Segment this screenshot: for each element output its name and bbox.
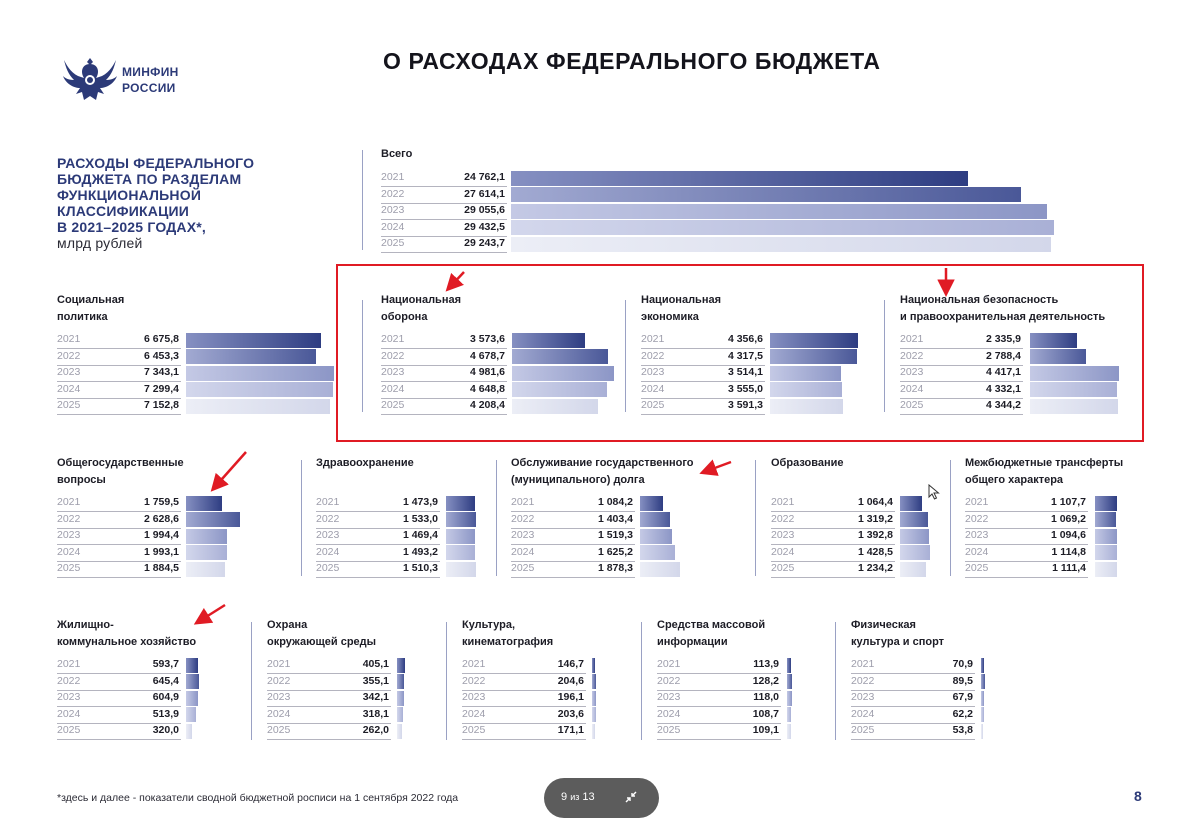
value-label: 1 114,8 — [1051, 545, 1086, 558]
year-label: 2023 — [657, 691, 681, 704]
ministry-name-line2: РОССИИ — [122, 81, 176, 95]
section-title: вопросы — [57, 474, 106, 486]
section-title: кинематография — [462, 636, 554, 648]
year-label: 2025 — [641, 399, 665, 412]
value-label: 1 625,2 — [597, 545, 633, 558]
value-label: 113,9 — [753, 658, 779, 670]
chart-heading-line: ФУНКЦИОНАЛЬНОЙ — [57, 187, 202, 203]
section-title: Национальная — [641, 294, 721, 306]
year-label: 2021 — [57, 496, 81, 508]
year-label: 2023 — [57, 691, 81, 704]
value-label: 53,8 — [952, 724, 973, 737]
value-label: 4 648,8 — [469, 382, 505, 395]
value-label: 128,2 — [752, 674, 779, 687]
year-label: 2022 — [381, 349, 405, 362]
value-label: 29 243,7 — [464, 237, 505, 250]
value-label: 29 432,5 — [464, 220, 505, 233]
section-title: Национальная — [381, 294, 461, 306]
year-label: 2024 — [267, 707, 291, 720]
section-title: Обслуживание государственного — [511, 457, 694, 469]
year-label: 2021 — [771, 496, 795, 508]
year-label: 2022 — [57, 349, 81, 362]
arrow-debt-service — [704, 462, 731, 472]
year-label: 2022 — [657, 674, 681, 687]
year-label: 2022 — [462, 674, 486, 687]
year-label: 2025 — [965, 562, 989, 575]
value-label: 6 675,8 — [143, 333, 179, 345]
year-label: 2021 — [381, 333, 405, 345]
year-label: 2025 — [381, 237, 405, 250]
section-title: информации — [657, 636, 728, 648]
value-label: 7 152,8 — [143, 399, 179, 412]
year-label: 2023 — [900, 366, 924, 379]
arrow-defence — [449, 272, 464, 288]
value-label: 24 762,1 — [464, 171, 505, 183]
year-label: 2025 — [657, 724, 681, 737]
year-label: 2023 — [316, 529, 340, 542]
value-label: 513,9 — [152, 707, 179, 720]
year-label: 2024 — [57, 545, 81, 558]
value-label: 1 084,2 — [597, 496, 633, 508]
year-label: 2021 — [57, 333, 81, 345]
year-label: 2023 — [771, 529, 795, 542]
value-label: 70,9 — [952, 658, 973, 670]
value-label: 4 678,7 — [469, 349, 505, 362]
section-title: общего характера — [965, 474, 1064, 486]
section-title: и правоохранительная деятельность — [900, 311, 1106, 323]
collapse-icon[interactable] — [624, 790, 638, 804]
value-label: 4 344,2 — [985, 399, 1021, 412]
year-label: 2024 — [57, 382, 81, 395]
year-label: 2022 — [641, 349, 665, 362]
section-title: Здравоохранение — [316, 457, 414, 469]
value-label: 1 469,4 — [402, 529, 438, 542]
value-label: 29 055,6 — [464, 204, 505, 217]
section-title: экономика — [641, 311, 699, 323]
section-title: политика — [57, 311, 108, 323]
year-label: 2025 — [57, 562, 81, 575]
year-label: 2025 — [771, 562, 795, 575]
value-label: 1 533,0 — [402, 512, 438, 525]
year-label: 2024 — [381, 382, 405, 395]
section-title: Общегосударственные — [57, 457, 184, 469]
value-label: 1 392,8 — [857, 529, 893, 542]
year-label: 2023 — [381, 366, 405, 379]
value-label: 109,1 — [752, 724, 779, 737]
value-label: 89,5 — [952, 674, 973, 687]
section-title: Средства массовой — [657, 619, 766, 631]
section-title: Физическая — [851, 619, 916, 631]
year-label: 2024 — [511, 545, 535, 558]
section-title: культура и спорт — [851, 636, 945, 648]
year-label: 2024 — [462, 707, 486, 720]
value-label: 2 335,9 — [985, 333, 1021, 345]
value-label: 3 591,3 — [727, 399, 763, 412]
value-label: 3 555,0 — [727, 382, 763, 395]
value-label: 67,9 — [952, 691, 973, 704]
chart-heading-line: КЛАССИФИКАЦИИ — [57, 203, 190, 219]
year-label: 2025 — [57, 399, 81, 412]
value-label: 196,1 — [557, 691, 584, 704]
year-label: 2022 — [57, 674, 81, 687]
value-label: 4 332,1 — [985, 382, 1021, 395]
value-label: 1 993,1 — [143, 545, 179, 558]
year-label: 2025 — [267, 724, 291, 737]
section-title: Всего — [381, 148, 413, 160]
arrow-general-issues — [214, 452, 246, 488]
year-label: 2023 — [965, 529, 989, 542]
value-label: 1 884,5 — [143, 562, 179, 575]
year-label: 2025 — [57, 724, 81, 737]
value-label: 1 069,2 — [1050, 512, 1086, 525]
page-title: О РАСХОДАХ ФЕДЕРАЛЬНОГО БЮДЖЕТА — [383, 48, 881, 74]
year-label: 2023 — [462, 691, 486, 704]
year-label: 2022 — [316, 512, 340, 525]
section-title: Социальная — [57, 294, 125, 306]
year-label: 2021 — [462, 658, 486, 670]
value-label: 1 107,7 — [1050, 496, 1086, 508]
value-label: 27 614,1 — [464, 187, 505, 200]
value-label: 1 064,4 — [857, 496, 893, 508]
value-label: 318,1 — [362, 707, 389, 720]
value-label: 4 981,6 — [469, 366, 505, 379]
year-label: 2025 — [900, 399, 924, 412]
value-label: 1 510,3 — [402, 562, 438, 575]
value-label: 604,9 — [152, 691, 179, 704]
section-title: Образование — [771, 457, 844, 469]
value-label: 4 417,1 — [985, 366, 1021, 379]
year-label: 2025 — [381, 399, 405, 412]
value-label: 6 453,3 — [143, 349, 179, 362]
year-label: 2024 — [851, 707, 875, 720]
year-label: 2022 — [267, 674, 291, 687]
year-label: 2022 — [57, 512, 81, 525]
page-current: 9 — [561, 791, 568, 803]
chart-unit-label: млрд рублей — [57, 235, 143, 251]
value-label: 171,1 — [557, 724, 584, 737]
value-label: 1 428,5 — [857, 545, 893, 558]
value-label: 204,6 — [557, 674, 584, 687]
year-label: 2023 — [641, 366, 665, 379]
value-label: 146,7 — [557, 658, 584, 670]
year-label: 2023 — [57, 529, 81, 542]
year-label: 2021 — [57, 658, 81, 670]
page-counter — [561, 791, 595, 803]
value-label: 593,7 — [152, 658, 179, 670]
year-label: 2022 — [511, 512, 535, 525]
year-label: 2022 — [965, 512, 989, 525]
value-label: 7 343,1 — [143, 366, 179, 379]
year-label: 2024 — [771, 545, 795, 558]
year-label: 2024 — [381, 220, 405, 233]
value-label: 1 878,3 — [597, 562, 633, 575]
value-label: 320,0 — [152, 724, 179, 737]
year-label: 2023 — [511, 529, 535, 542]
value-label: 2 628,6 — [143, 512, 179, 525]
value-label: 7 299,4 — [143, 382, 179, 395]
arrow-housing — [198, 605, 225, 622]
page-number: 8 — [1134, 788, 1142, 804]
year-label: 2023 — [57, 366, 81, 379]
year-label: 2024 — [641, 382, 665, 395]
value-label: 1 493,2 — [402, 545, 438, 558]
section-title: Межбюджетные трансферты — [965, 457, 1124, 469]
year-label: 2021 — [657, 658, 681, 670]
year-label: 2025 — [316, 562, 340, 575]
value-label: 1 473,9 — [402, 496, 438, 508]
year-label: 2022 — [851, 674, 875, 687]
year-label: 2023 — [851, 691, 875, 704]
section-title: Культура, — [462, 619, 515, 631]
value-label: 203,6 — [557, 707, 584, 720]
value-label: 1 403,4 — [597, 512, 633, 525]
value-label: 645,4 — [152, 674, 179, 687]
section-title: Охрана — [267, 619, 308, 631]
value-label: 2 788,4 — [985, 349, 1021, 362]
year-label: 2024 — [657, 707, 681, 720]
year-label: 2024 — [965, 545, 989, 558]
year-label: 2021 — [267, 658, 291, 670]
year-label: 2023 — [267, 691, 291, 704]
value-label: 3 514,1 — [727, 366, 763, 379]
year-label: 2021 — [381, 171, 405, 183]
value-label: 262,0 — [362, 724, 389, 737]
year-label: 2022 — [900, 349, 924, 362]
value-label: 1 094,6 — [1050, 529, 1086, 542]
chart-heading-line: РАСХОДЫ ФЕДЕРАЛЬНОГО — [57, 155, 255, 171]
value-label: 108,7 — [752, 707, 779, 720]
value-label: 1 111,4 — [1052, 562, 1086, 575]
mouse-cursor-icon — [928, 484, 940, 500]
year-label: 2021 — [900, 333, 924, 345]
section-title: Национальная безопасность — [900, 294, 1059, 306]
page-total: 13 — [582, 791, 595, 803]
year-label: 2022 — [381, 187, 405, 200]
value-label: 405,1 — [362, 658, 389, 670]
section-title: Жилищно- — [57, 619, 114, 631]
section-title: окружающей среды — [267, 636, 377, 648]
value-label: 3 573,6 — [469, 333, 505, 345]
section-title: (муниципального) долга — [511, 474, 645, 486]
year-label: 2021 — [851, 658, 875, 670]
year-label: 2024 — [57, 707, 81, 720]
value-label: 1 759,5 — [143, 496, 179, 508]
year-label: 2022 — [771, 512, 795, 525]
year-label: 2024 — [316, 545, 340, 558]
value-label: 1 234,2 — [857, 562, 893, 575]
value-label: 4 356,6 — [727, 333, 763, 345]
section-title: коммунальное хозяйство — [57, 636, 197, 648]
year-label: 2024 — [900, 382, 924, 395]
page-of: из — [570, 792, 580, 802]
value-label: 1 319,2 — [857, 512, 893, 525]
year-label: 2021 — [965, 496, 989, 508]
chart-heading-line: БЮДЖЕТА ПО РАЗДЕЛАМ — [57, 171, 242, 187]
year-label: 2025 — [851, 724, 875, 737]
footnote: *здесь и далее - показатели сводной бюджетной росписи на 1 сентября 2022 года — [57, 792, 459, 804]
value-label: 1 994,4 — [143, 529, 179, 542]
value-label: 118,0 — [753, 691, 779, 704]
ministry-name-line1: МИНФИН — [122, 65, 179, 79]
value-label: 1 519,3 — [597, 529, 633, 542]
value-label: 4 317,5 — [727, 349, 763, 362]
value-label: 342,1 — [362, 691, 389, 704]
year-label: 2021 — [511, 496, 535, 508]
year-label: 2025 — [511, 562, 535, 575]
year-label: 2021 — [316, 496, 340, 508]
year-label: 2023 — [381, 204, 405, 217]
value-label: 62,2 — [952, 707, 973, 720]
section-title: оборона — [381, 311, 428, 323]
year-label: 2021 — [641, 333, 665, 345]
page-navigator[interactable] — [544, 778, 659, 818]
value-label: 355,1 — [362, 674, 389, 687]
value-label: 4 208,4 — [469, 399, 505, 412]
year-label: 2025 — [462, 724, 486, 737]
chart-heading-line: В 2021–2025 ГОДАХ*, — [57, 219, 206, 235]
